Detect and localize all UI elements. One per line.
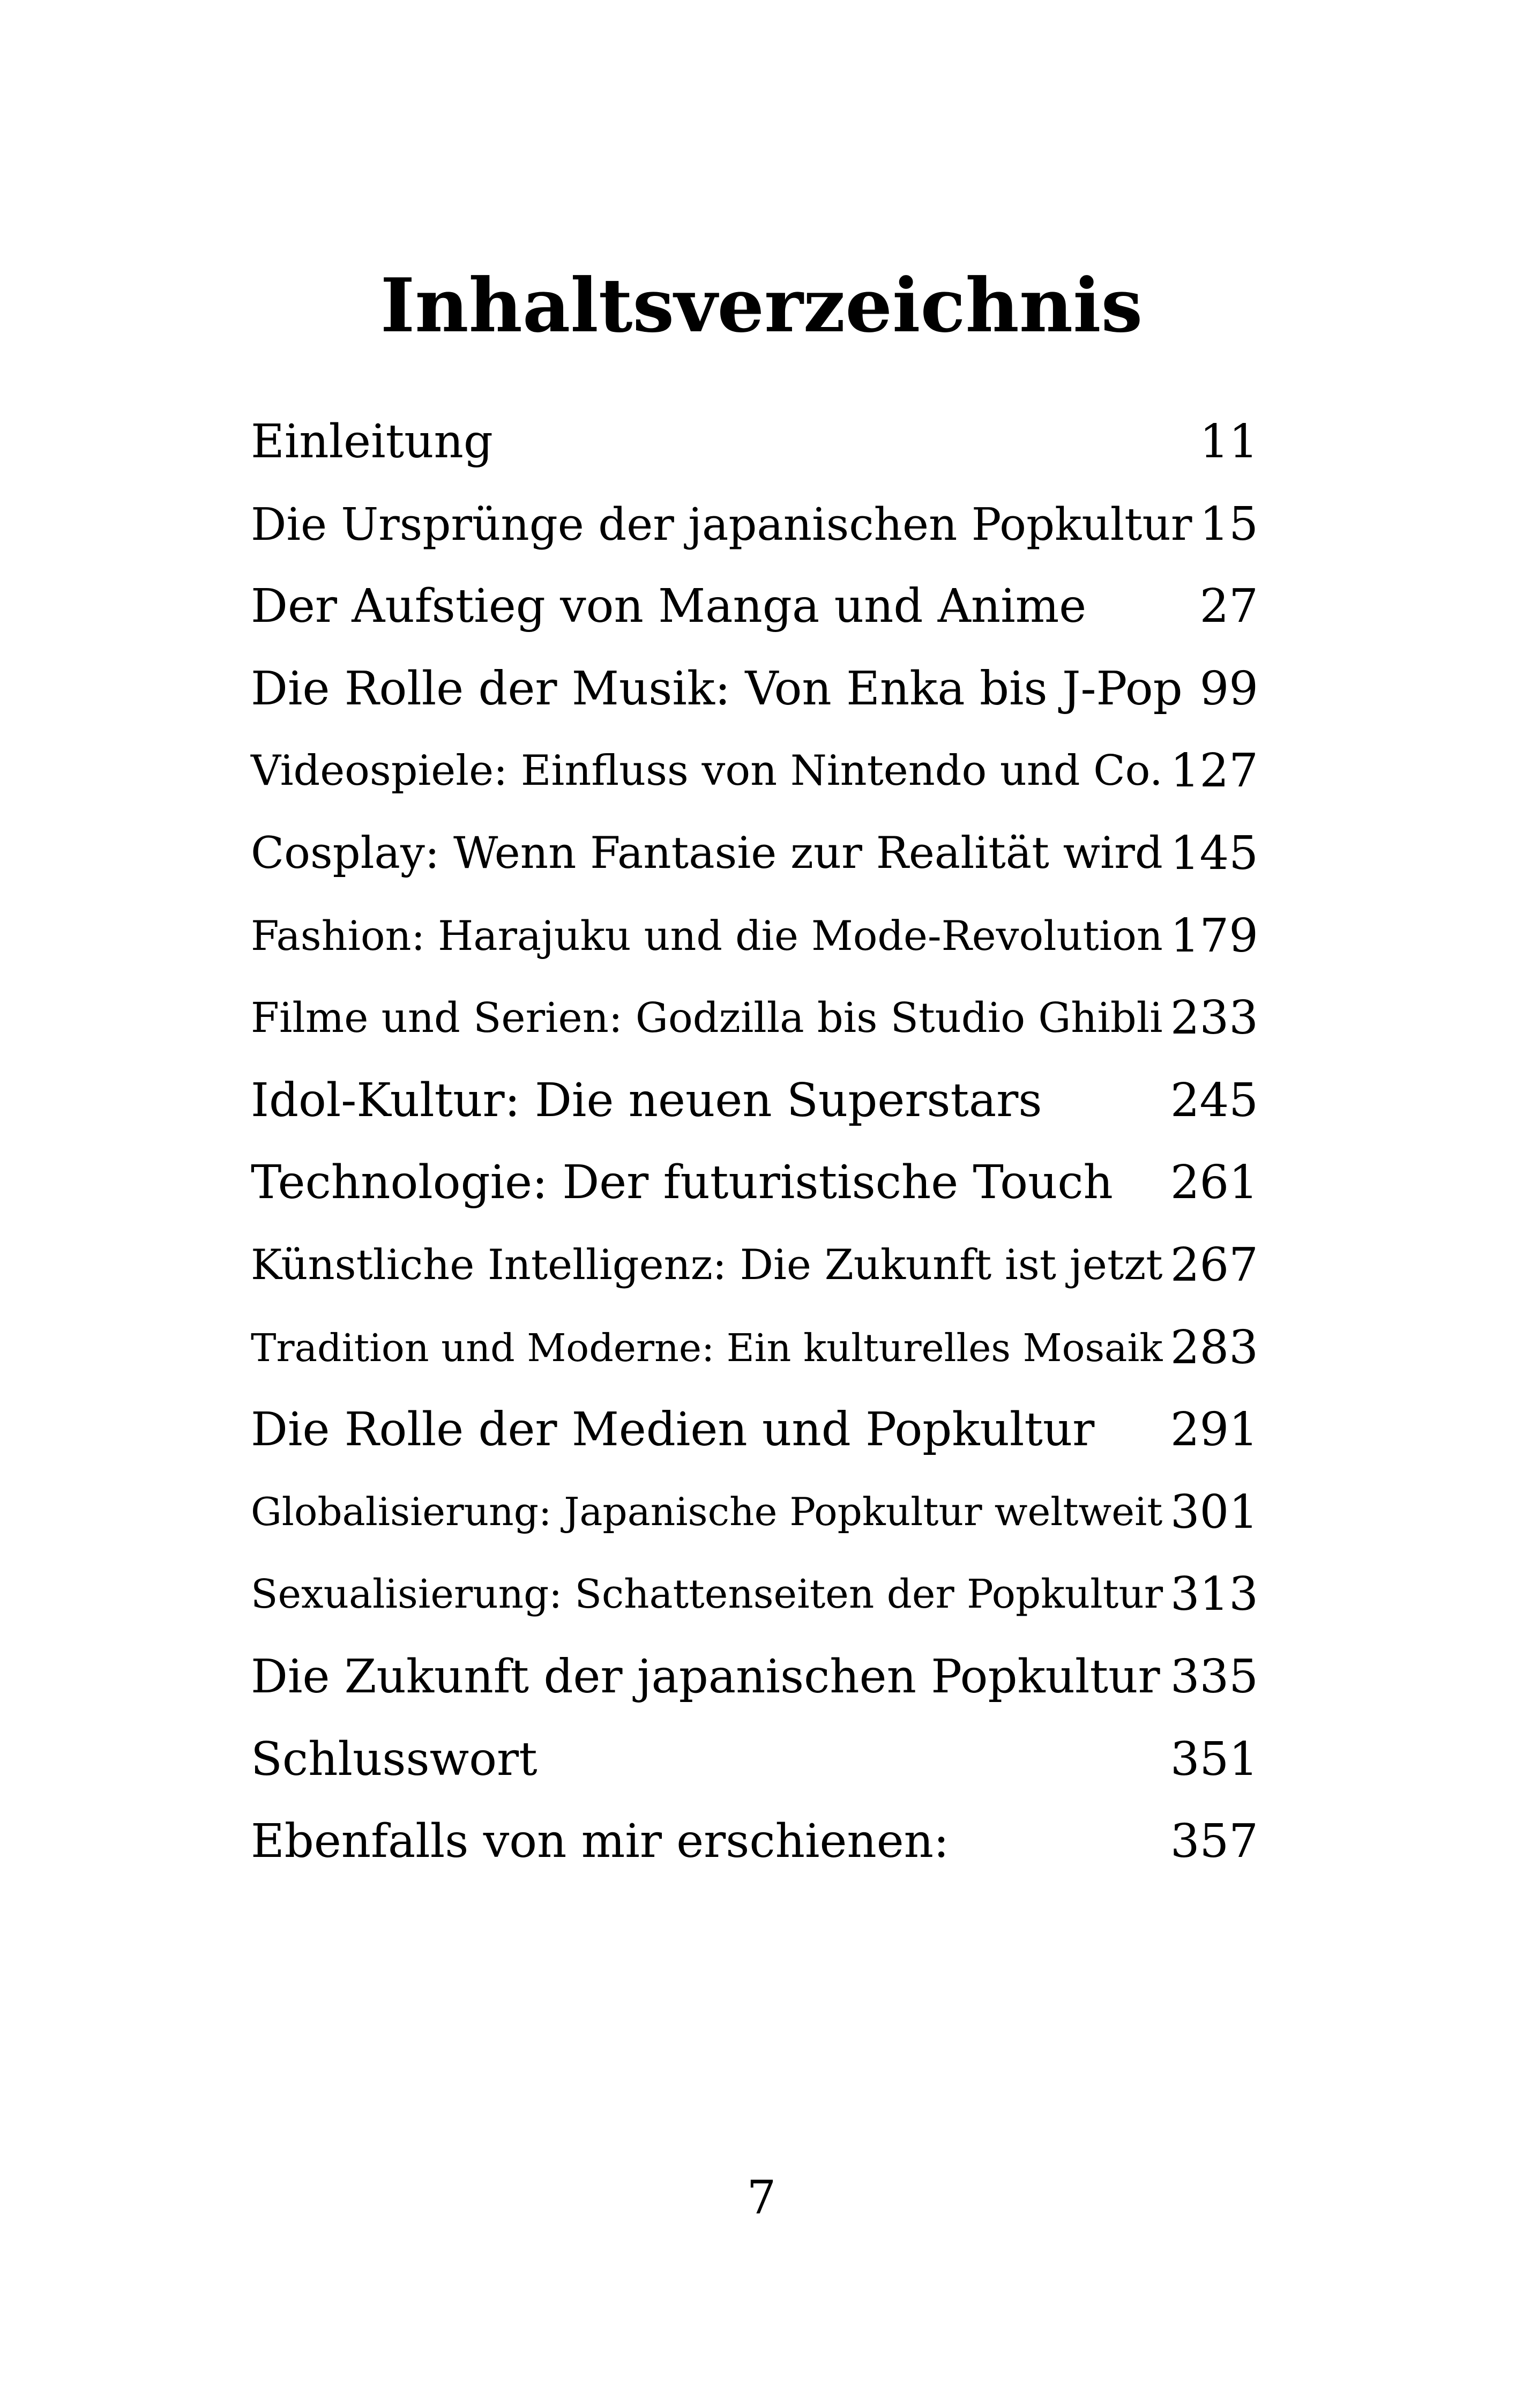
toc-entry-title: Cosplay: Wenn Fantasie zur Realität wird <box>251 828 1163 879</box>
toc-entry-title: Videospiele: Einfluss von Nintendo und Co. <box>251 747 1163 796</box>
toc-entry <box>251 1060 1258 1142</box>
toc-entry-page: 245 <box>1167 1060 1258 1142</box>
toc-entry-title: Fashion: Harajuku und die Mode-Revolution <box>251 912 1163 960</box>
toc-entry-page: 335 <box>1167 1636 1258 1719</box>
toc-entry-page: 15 <box>1197 484 1258 566</box>
toc-entry-title: Die Rolle der Medien und Popkultur <box>251 1403 1095 1457</box>
toc-entry <box>251 1142 1258 1224</box>
toc-entry <box>251 813 1258 895</box>
toc-entry-page: 267 <box>1167 1224 1258 1307</box>
toc-entry-page: 179 <box>1167 895 1258 978</box>
toc-entry <box>251 895 1258 978</box>
toc-entry <box>251 1471 1258 1554</box>
toc-entry-page: 313 <box>1167 1554 1258 1636</box>
toc-entry-page: 301 <box>1167 1471 1258 1554</box>
toc-entry-page: 127 <box>1167 730 1258 813</box>
toc-entry <box>251 648 1258 731</box>
toc-entry-title: Technologie: Der futuristische Touch <box>251 1156 1113 1210</box>
toc-entry-title: Tradition und Moderne: Ein kulturelles Mosaik <box>251 1325 1163 1370</box>
toc-entry-title: Der Aufstieg von Manga und Anime <box>251 579 1087 634</box>
toc-entry <box>251 1224 1258 1307</box>
toc-entry-title: Schlusswort <box>251 1732 537 1786</box>
toc-entry <box>251 1636 1258 1719</box>
toc-entry-title: Die Ursprünge der japanischen Popkultur <box>251 498 1192 551</box>
toc-entry <box>251 484 1258 566</box>
toc-entry-page: 291 <box>1167 1389 1258 1471</box>
toc-entry <box>251 1554 1258 1636</box>
toc-entry-title: Künstliche Intelligenz: Die Zukunft ist jetzt <box>251 1240 1163 1289</box>
toc-entry-title: Einleitung <box>251 415 493 469</box>
toc-entry-page: 233 <box>1167 977 1258 1060</box>
toc-entry <box>251 401 1258 484</box>
toc-entry-title: Idol-Kultur: Die neuen Superstars <box>251 1073 1042 1127</box>
toc-entry-title: Globalisierung: Japanische Popkultur weltweit <box>251 1489 1163 1535</box>
page-number: 7 <box>746 2171 777 2225</box>
toc-entry <box>251 1801 1258 1883</box>
toc-entry-page: 283 <box>1167 1307 1258 1389</box>
toc-entry <box>251 1389 1258 1471</box>
toc-entry <box>251 730 1258 813</box>
toc-entry <box>251 1307 1258 1389</box>
toc-entry-page: 261 <box>1167 1142 1258 1224</box>
toc-entry <box>251 566 1258 648</box>
toc-entry-title: Ebenfalls von mir erschienen: <box>251 1815 950 1869</box>
page-title: Inhaltsverzeichnis <box>380 262 1143 349</box>
toc-entry-title: Die Zukunft der japanischen Popkultur <box>251 1649 1160 1704</box>
toc-entry-title: Die Rolle der Musik: Von Enka bis J-Pop <box>251 662 1183 716</box>
toc-entry-title: Sexualisierung: Schattenseiten der Popkultur <box>251 1572 1163 1618</box>
toc-entry <box>251 1719 1258 1801</box>
toc-entry <box>251 977 1258 1060</box>
toc-entry-page: 145 <box>1167 813 1258 895</box>
table-of-contents <box>251 401 1258 1883</box>
toc-entry-title: Filme und Serien: Godzilla bis Studio Ghibli <box>251 994 1163 1043</box>
toc-entry-page: 99 <box>1197 648 1258 731</box>
toc-entry-page: 27 <box>1197 566 1258 648</box>
toc-entry-page: 351 <box>1167 1719 1258 1801</box>
toc-entry-page: 11 <box>1197 401 1258 484</box>
toc-entry-page: 357 <box>1167 1801 1258 1883</box>
